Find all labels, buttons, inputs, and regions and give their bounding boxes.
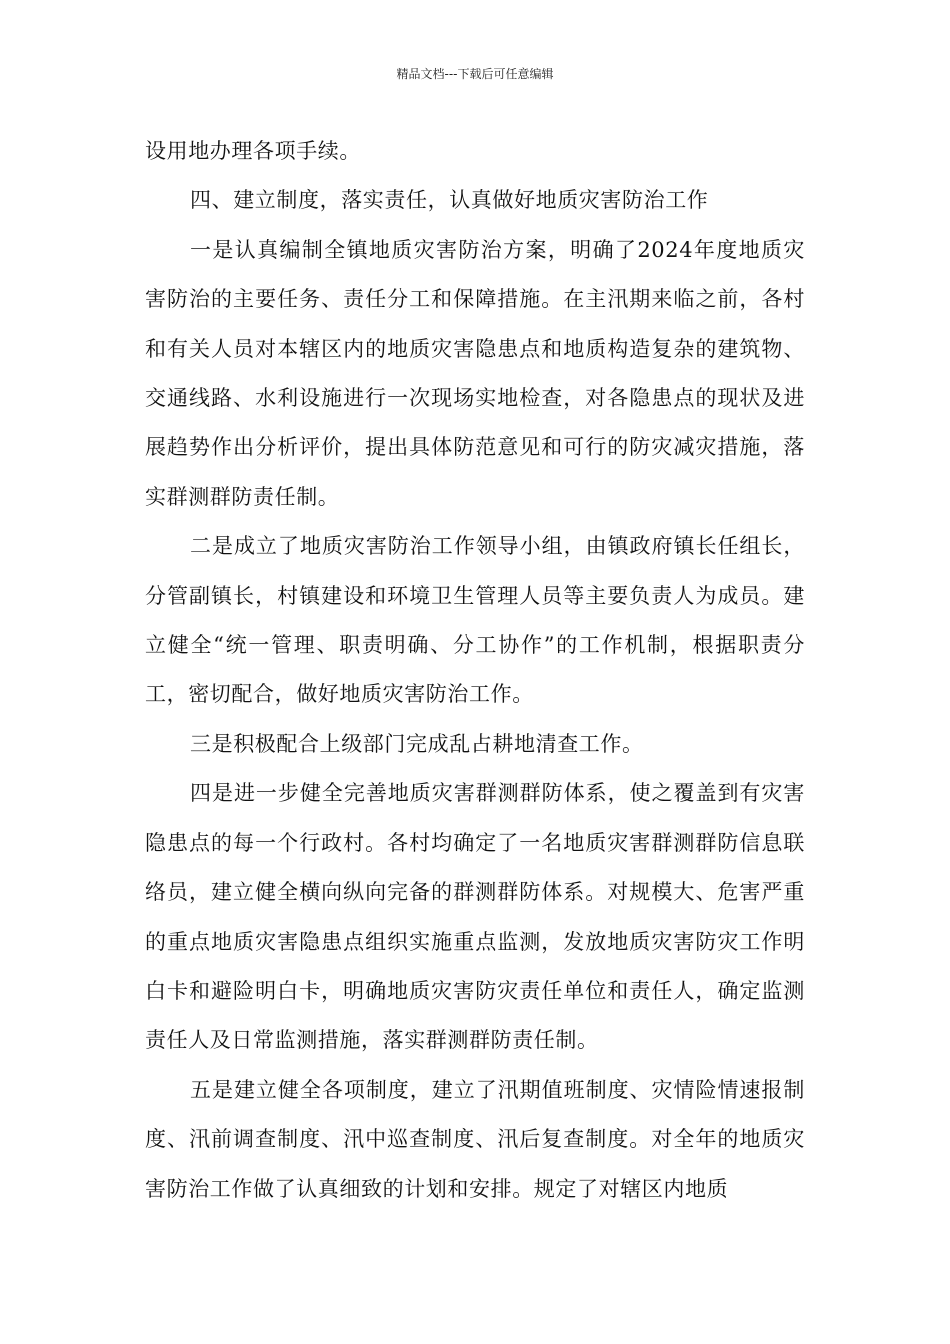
document-body [145, 127, 805, 1214]
paragraph-item-2: 二是成立了地质灾害防治工作领导小组，由镇政府镇长任组长，分管副镇长，村镇建设和环境卫生管理人员等主要负责人为成员。建立健全“统一管理、职责明确、分工协作”的工作机制，根据职责分工，密切配合，做好地质灾害防治工作。 [145, 534, 805, 707]
paragraph-item-4: 四是进一步健全完善地质灾害群测群防体系，使之覆盖到有灾害隐患点的每一个行政村。各村均确定了一名地质灾害群测群防信息联络员，建立健全横向纵向完备的群测群防体系。对规模大、危害严重的重点地质灾害隐患点组织实施重点监测，发放地质灾害防灾工作明白卡和避险明白卡，明确地质灾害防灾责任单位和责任人，确定监测责任人及日常监测措施，落实群测群防责任制。 [145, 781, 805, 1053]
paragraph-item-3: 三是积极配合上级部门完成乱占耕地清查工作。 [190, 731, 644, 756]
paragraph-continuation: 设用地办理各项手续。 [145, 139, 361, 163]
section-heading: 四、建立制度，落实责任，认真做好地质灾害防治工作 [190, 188, 709, 213]
paragraph-item-5: 五是建立健全各项制度，建立了汛期值班制度、灾情险情速报制度、汛前调查制度、汛中巡查制度、汛后复查制度。对全年的地质灾害防治工作做了认真细致的计划和安排。规定了对辖区内地质 [145, 1077, 805, 1201]
paragraph-item-1: 一是认真编制全镇地质灾害防治方案，明确了2024年度地质灾害防治的主要任务、责任分工和保障措施。在主汛期来临之前，各村和有关人员对本辖区内的地质灾害隐患点和地质构造复杂的建筑物、交通线路、水利设施进行一次现场实地检查，对各隐患点的现状及进展趋势作出分析评价，提出具体防范意见和可行的防灾减灾措施，落实群测群防责任制。 [145, 237, 805, 509]
page-header: 精品文档---下载后可任意编辑 [396, 67, 554, 81]
